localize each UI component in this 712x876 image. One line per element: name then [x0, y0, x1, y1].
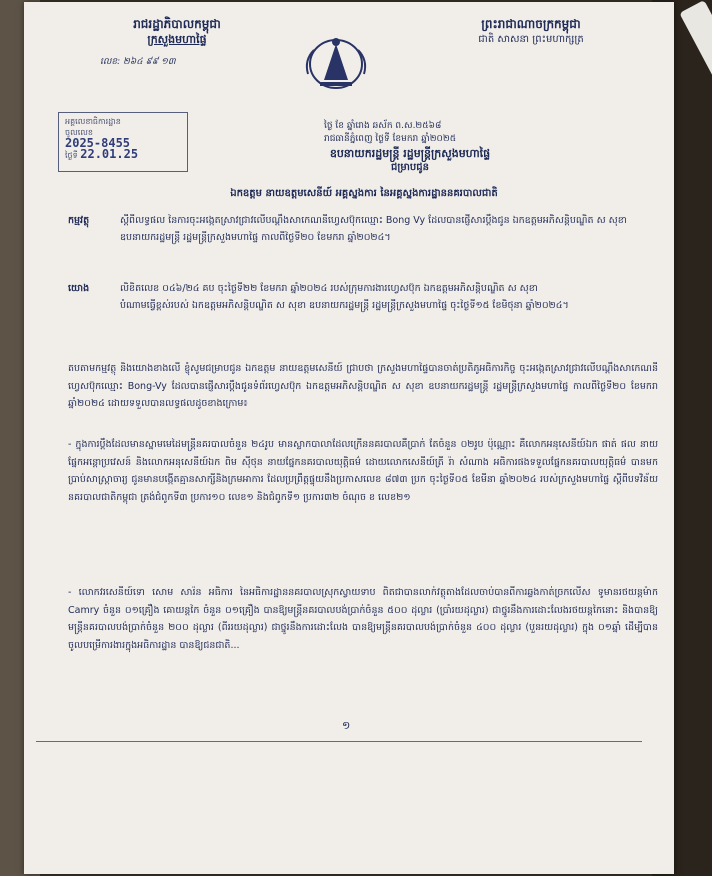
- footer-rule: [36, 741, 642, 742]
- reference-number: លេខ: ២៦៤ ៩៩ ១៣: [100, 57, 176, 67]
- receipt-stamp: [58, 112, 188, 172]
- lunar-date: ថ្ងៃ ខែ ឆ្នាំរោង ឆស័ក ព.ស.២៥៦៨: [324, 121, 442, 131]
- body-paragraph-1: តបតាមកម្មវត្ថុ និងយោងខាងលើ ខ្ញុំសូមជម្រាបជូន ឯកឧត្តម នាយឧត្តមសេនីយ៍ ជ្រាបថា ក្រសួងមហាផ្ទៃបានចាត់ប្រតិភូអធិការកិច្ច ចុះអង្កេតស្រាវជ្រាវលើបណ្តឹងសាកេណនីហ្វេសប៊ុកឈ្មោះ Bong-Vy ដែលបានផ្ញើសារប្តឹងជូនទំព័រហ្វេសប៊ុក ឯកឧត្តមអភិសន្តិបណ្ឌិត ស សុខា ឧបនាយករដ្ឋមន្ត្រី រដ្ឋមន្ត្រីក្រសួងមហាផ្ទៃ កាលពីថ្ងៃទី២០ ខែមករា ឆ្នាំ២០២៤ ដោយទទួលបានលទ្ធផលដូចខាងក្រោម៖: [68, 363, 658, 409]
- solar-date: រាជធានីភ្នំពេញ ថ្ងៃទី ខែមករា ឆ្នាំ២០២៥: [324, 134, 457, 144]
- reference-row: [68, 280, 658, 314]
- stamp-number: 2025-8455: [65, 136, 131, 150]
- signatory-subtitle: ជម្រាបជូន: [391, 162, 429, 173]
- stamp-office: អគ្គលេខាធិការដ្ឋាន: [65, 117, 121, 126]
- page-number: ១: [342, 719, 351, 732]
- ministry-header: [82, 16, 272, 70]
- body-paragraph-3: - លោកវរសេនីយ៍ទោ សោម សារ៉ន អធិការ នៃអធិការដ្ឋាននគរបាលស្រុកស្វាយទាប ពិតជាបានលាក់វត្ថុតាងដែលចាប់បានពីការឆ្លងកាត់ច្រកលើស ទូមានរថយន្តម៉ាក Camry ចំនួន ០១គ្រឿង គោយន្តកៃ ចំនួន ០១គ្រឿង បានឱ្យមន្ត្រីនគរបាលបង់ប្រាក់ចំនួន ៥០០ ដុល្លារ (ប្រាំរយដុល្លារ) ជាថ្នូរនឹងការដោះលែងរថយន្តកៃនោះ និងបានឱ្យមន្ត្រីនគរបាលបង់ប្រាក់ចំនួន ២០០ ដុល្លារ (ពីររយដុល្លារ) ជាថ្នូរនឹងការដោះលែង បានឱ្យមន្ត្រីនគរបាលបង់ប្រាក់ចំនួន ៤០០ ដុល្លារ (បួនរយដុល្លារ) ក្នុង ០១ឆ្នាំ ដើម្បីបានចូលបម្រើការងារក្នុងអធិការដ្ឋាន បានឱ្យជនជាតិ...: [68, 587, 658, 651]
- national-motto: ជាតិ សាសនា ព្រះមហាក្សត្រ: [478, 34, 584, 45]
- document-page: [24, 2, 674, 874]
- kingdom-name: ព្រះរាជាណាចក្រកម្ពុជា: [481, 17, 581, 31]
- date-block: [324, 120, 644, 146]
- subject-row: [68, 212, 658, 246]
- kingdom-header: [426, 16, 636, 48]
- recipient-line: ឯកឧត្តម នាយឧត្តមសេនីយ៍ អគ្គស្នងការ នៃអគ្គស្នងការដ្ឋាននគរបាលជាតិ: [230, 188, 498, 199]
- signatory-block: [220, 147, 600, 175]
- subject-key: កម្មវត្ថុ: [68, 215, 90, 226]
- stamp-date: 22.01.25: [80, 147, 139, 161]
- ministry-name: ក្រសួងមហាផ្ទៃ: [147, 33, 207, 46]
- stamp-label: ចូលលេខ: [65, 128, 93, 137]
- signatory-title: ឧបនាយករដ្ឋមន្ត្រី រដ្ឋមន្ត្រីក្រសួងមហាផ្ទៃ: [329, 147, 491, 160]
- reference-key: យោង: [68, 283, 90, 294]
- body-paragraph-2: - ក្នុងការប្តឹងដែលមានស្នាមមេដៃមន្ត្រីនគរបាលចំនួន ២៤រូប មានស្លាកបាលាដែលក្រើននគរបាលគឺប្រាក់ តែចំនួន ០២រូប ប៉ុណ្ណោះ គឺលោកអនុសេនីយ៍ឯក ផាត់ ផល នាយផ្នែកអន្តោប្រវេសន៍ និងលោកអនុសេនីយ៍ឯក ពិម សុីថុន នាយផ្នែកនគរបាលយុត្តិធម៌ ដោយលោកសេនីយ៍ត្រី រ៉ា សំណាង អធិការផងទទួលផ្នែកនគរបាលយុត្តិធម៌ បានមកប្រាប់សាស្ត្រាចារ្យ ជូនមានបង្កើតគ្មានសាក្សីនិងក្រមអាការ ដែលប្រព្រឹត្តផ្ទុយនឹងប្រកាសលេខ ៨៧៣ ប្រក ចុះថ្ងៃទី០៥ ខែមីនា ឆ្នាំ២០២៤ របស់ក្រសួងមហាផ្ទៃ ស្តីពីបទវិន័យនគរបាលជាតិកម្ពុជា ត្រង់ជំពូកទី៣ ប្រការ១០ លេខ១ និងជំពូកទី១ ប្រការ៣២ ចំណុច ខ លេខ២១: [68, 439, 658, 503]
- reference-text-1: លិខិតលេខ ០៤៦/២៤ គប ចុះថ្ងៃទី២២ ខែមករា ឆ្នាំ២០២៤ របស់ក្រុមការងារហ្វេសប៊ុក ឯកឧត្តមអភិសន្តិបណ្ឌិត ស សុខា: [120, 283, 538, 294]
- subject-text: ស្តីពីលទ្ធផល នៃការចុះអង្កេតស្រាវជ្រាវលើបណ្តឹងសាកេណនីហ្វេសប៊ុកឈ្មោះ Bong Vy ដែលបានផ្ញើសារប្តឹងជូន ឯកឧត្តមអភិសន្តិបណ្ឌិត ស សុខា ឧបនាយករដ្ឋមន្ត្រី រដ្ឋមន្ត្រីក្រសួងមហាផ្ទៃ កាលពីថ្ងៃទី២០ ខែមករា ឆ្នាំ២០២៤។: [120, 215, 627, 243]
- government-name: រាជរដ្ឋាភិបាលកម្ពុជា: [133, 17, 221, 31]
- reference-text-2: បំណាមធ្វើខ្ពស់របស់ ឯកឧត្តមអភិសន្តិបណ្ឌិត ស សុខា ឧបនាយករដ្ឋមន្ត្រី រដ្ឋមន្ត្រីក្រសួងមហាផ្ទៃ ចុះថ្ងៃទី១៥ ខែមិថុនា ឆ្នាំ២០២៤។: [120, 300, 569, 311]
- royal-emblem-icon: [294, 30, 378, 94]
- stamp-date-label: ថ្ងៃទី: [65, 151, 78, 160]
